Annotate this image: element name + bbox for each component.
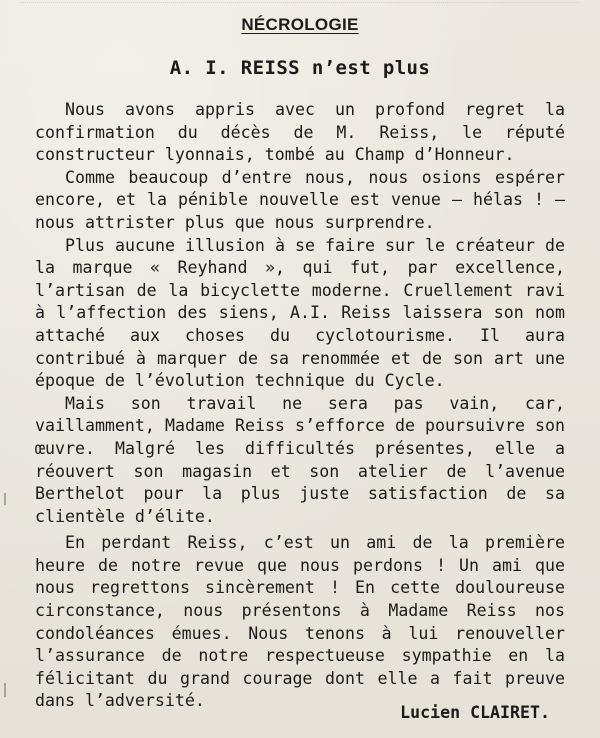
article-paragraph: Mais son travail ne sera pas vain, car, vaillamment, Madame Reiss s’efforce de poursuivre son œuvre. Malgré les difficultés présentes, elle a réouvert son magasin et son atelier de l’avenue Berthelot pour la plus juste satisfaction de sa clientèle d’élite. xyxy=(35,393,565,526)
margin-mark xyxy=(4,493,6,505)
article-paragraph: Nous avons appris avec un profond regret la confirmation du décès de M. Reiss, le réputé constructeur lyonnais, tombé au Champ d’Honneur. xyxy=(35,100,565,165)
section-title: NÉCROLOGIE xyxy=(241,15,359,34)
author-signature: Lucien CLAIRET. xyxy=(400,703,550,722)
article-paragraph: En perdant Reiss, c’est un ami de la première heure de notre revue que nous perdons ! Un ami que nous regrettons sincèrement ! En cette douloureuse circonstance, nous présentons à Madame Reiss nos condoléances émues. Nous tenons à lui renouveller l’assurance de notre respectueuse sympathie en la félicitant du grand courage dont elle a fait preuve dans l’adversité. xyxy=(35,533,565,711)
article-body xyxy=(35,99,565,713)
article-headline: A. I. REISS n’est plus xyxy=(169,57,431,79)
margin-mark xyxy=(4,683,6,697)
article-paragraph: Plus aucune illusion à se faire sur le créateur de la marque « Reyhand », qui fut, par excellence, l’artisan de la bicyclette moderne. Cruellement ravi à l’affection des siens, A.I. Reiss laissera son nom attaché aux choses du cyclotourisme. Il aura contribué à marquer de sa renommée et de son art une époque de l’évolution technique du Cycle. xyxy=(35,235,565,391)
article-paragraph: Comme beaucoup d’entre nous, nous osions espérer encore, et la pénible nouvelle est venue — hélas ! — nous attrister plus que nous surprendre. xyxy=(35,167,565,232)
faint-bleedthrough-line xyxy=(20,2,580,13)
